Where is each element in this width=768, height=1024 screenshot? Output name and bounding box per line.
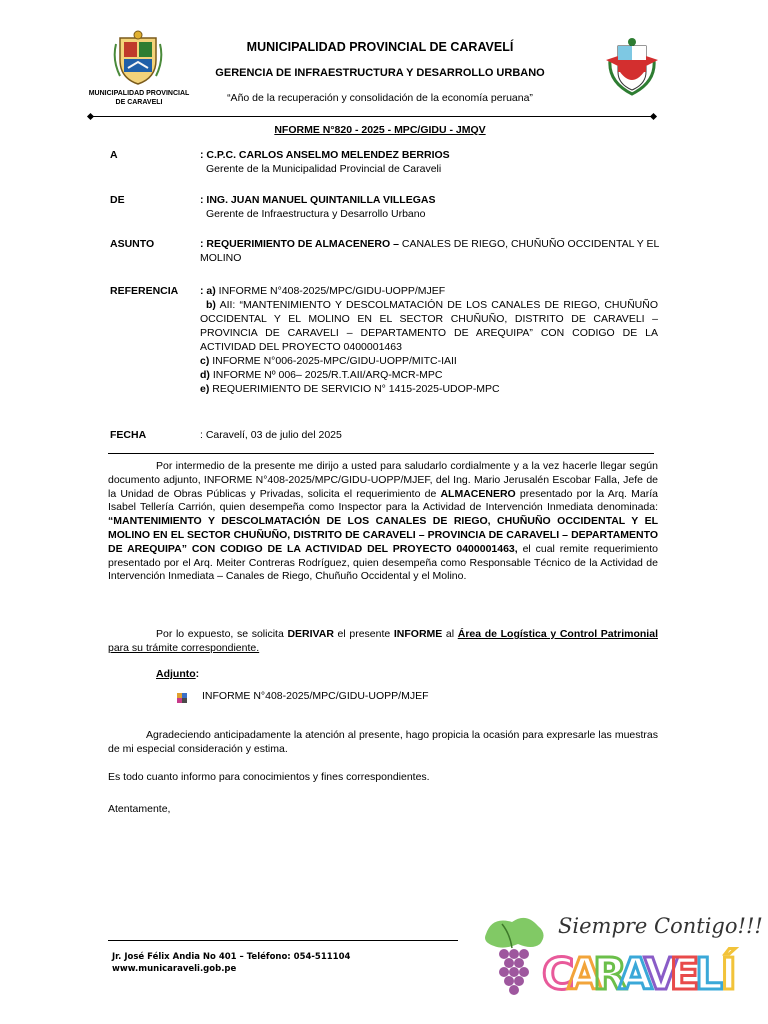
slogan-text: Siempre Contigo!!! bbox=[558, 914, 763, 938]
footer-divider bbox=[108, 940, 458, 941]
institution-name: MUNICIPALIDAD PROVINCIAL DE CARAVELÍ bbox=[246, 40, 514, 54]
fields-divider bbox=[108, 453, 654, 454]
brand-letter: V bbox=[644, 949, 679, 999]
divider-diamond-right bbox=[650, 113, 657, 120]
brand-letter: E bbox=[669, 949, 700, 999]
sender-role: Gerente de Infraestructura y Desarrollo Urbano bbox=[206, 208, 426, 220]
sender-name: : ING. JUAN MANUEL QUINTANILLA VILLEGAS bbox=[200, 194, 436, 206]
attachment-item: INFORME N°408-2025/MPC/GIDU-UOPP/MJEF bbox=[202, 690, 429, 702]
field-label-referencia: REFERENCIA bbox=[110, 285, 179, 297]
brand-letter: R bbox=[593, 949, 627, 999]
logo-caption: MUNICIPALIDAD PROVINCIAL DE CARAVELI bbox=[88, 90, 190, 106]
year-motto: “Año de la recuperación y consolidación de la economía peruana” bbox=[227, 92, 533, 104]
field-label-de: DE bbox=[110, 194, 125, 206]
divider-diamond-left bbox=[87, 113, 94, 120]
subject-value bbox=[200, 237, 660, 265]
reference-c: c) INFORME N°006-2025-MPC/GIDU-UOPP/MITC-IAII bbox=[200, 355, 457, 367]
field-label-asunto: ASUNTO bbox=[110, 238, 155, 250]
brand-letter: A bbox=[567, 949, 602, 999]
field-de-value bbox=[200, 193, 660, 221]
body-paragraph-4: Es todo cuanto informo para conocimientos y fines correspondientes. bbox=[108, 771, 430, 783]
field-label-a: A bbox=[110, 149, 118, 161]
field-label-fecha: FECHA bbox=[110, 429, 147, 441]
municipal-coat-of-arms-logo bbox=[112, 30, 164, 86]
recipient-role: Gerente de la Municipalidad Provincial de Caraveli bbox=[206, 163, 442, 175]
subject-bold: : REQUERIMIENTO DE ALMACENERO – bbox=[200, 238, 399, 250]
footer-contact bbox=[112, 951, 350, 975]
field-a-value bbox=[200, 148, 660, 176]
attachment-heading: Adjunto: bbox=[156, 668, 200, 680]
bullet-icon bbox=[177, 690, 187, 700]
report-title: NFORME N°820 - 2025 - MPC/GIDU - JMQV bbox=[274, 124, 486, 136]
reference-d: d) INFORME Nº 006– 2025/R.T.AII/ARQ-MCR-MPC bbox=[200, 369, 443, 381]
peru-national-emblem-logo bbox=[604, 38, 660, 98]
department-name: GERENCIA DE INFRAESTRUCTURA Y DESARROLLO URBANO bbox=[215, 67, 545, 79]
body-paragraph-3: Agradeciendo anticipadamente la atención al presente, hago propicia la ocasión para expresarle las muestras de mi especial consideración y estima. bbox=[108, 729, 658, 755]
reference-e: e) REQUERIMIENTO DE SERVICIO N° 1415-2025-UDOP-MPC bbox=[200, 383, 500, 395]
date-value: : Caravelí, 03 de julio del 2025 bbox=[200, 429, 342, 441]
recipient-name: : C.P.C. CARLOS ANSELMO MELENDEZ BERRIOS bbox=[200, 149, 450, 161]
footer-address: Jr. José Félix Andia No 401 – Teléfono: 054-511104 bbox=[112, 952, 351, 962]
reference-a: : a) INFORME N°408-2025/MPC/GIDU-UOPP/MJEF bbox=[200, 285, 446, 297]
caraveli-brand-wordmark bbox=[540, 937, 750, 1004]
body-paragraph-1: Por intermedio de la presente me dirijo a usted para saludarlo cordialmente y a la vez hacerle llegar según documento adjunto, INFORME N°408-2025/MPC/GIDU-UOPP/MJEF, del Ing. Mario Jerusalén Escobar Falla, Jefe de la Unidad de Obras Públicas y Privadas, solicita el requerimiento de ALMACENERO presentado por la Arq. María Isabel Tellería Carrión, quien desempeña como Inspector para la Actividad de Intervención Inmediata denominada: “MANTENIMIENTO Y DESCOLMATACIÓN DE LOS CANALES DE RIEGO, CHUÑUÑO OCCIDENTAL Y EL MOLINO EN EL SECTOR CHUÑUÑO, DISTRITO DE CARAVELI – PROVINCIA DE CARAVELI – DEPARTAMENTO DE AREQUIPA” CON CODIGO DE LA ACTIVIDAD DEL PROYECTO 0400001463, el cual remite requerimiento presentado por el Arq. Meiter Contreras Rodríguez, quien desempeña como Responsable Técnico de la Actividad de Intervención Inmediata – Canales de Riego, Chuñuño Occidental y el Molino. bbox=[108, 460, 659, 583]
brand-letter: A bbox=[618, 949, 653, 999]
body-paragraph-2: Por lo expuesto, se solicita DERIVAR el presente INFORME al Área de Logística y Control Patrimonial para su trámite correspondiente. bbox=[108, 628, 658, 654]
brand-letter: L bbox=[695, 949, 724, 999]
brand-letter: Í bbox=[720, 949, 737, 999]
subject-rest: CANALES DE RIEGO, CHUÑUÑO OCCIDENTAL Y EL MOLINO bbox=[200, 238, 659, 264]
footer-website: www.municaraveli.gob.pe bbox=[112, 964, 237, 974]
brand-letter: C bbox=[542, 949, 575, 999]
closing-salutation: Atentamente, bbox=[108, 803, 171, 815]
references-list bbox=[200, 284, 660, 396]
header-divider bbox=[90, 116, 656, 117]
reference-b: b) AII: “MANTENIMIENTO Y DESCOLMATACIÓN DE LOS CANALES DE RIEGO, CHUÑUÑO OCCIDENTAL Y EL MOLINO EN EL SECTOR CHUÑUÑO, DISTRITO DE CARAVELI – PROVINCIA DE CARAVELI – DEPARTAMENTO DE AREQUIPA” CON CODIGO DE LA ACTIVIDAD DEL PROYECTO 0400001463 bbox=[200, 299, 658, 353]
